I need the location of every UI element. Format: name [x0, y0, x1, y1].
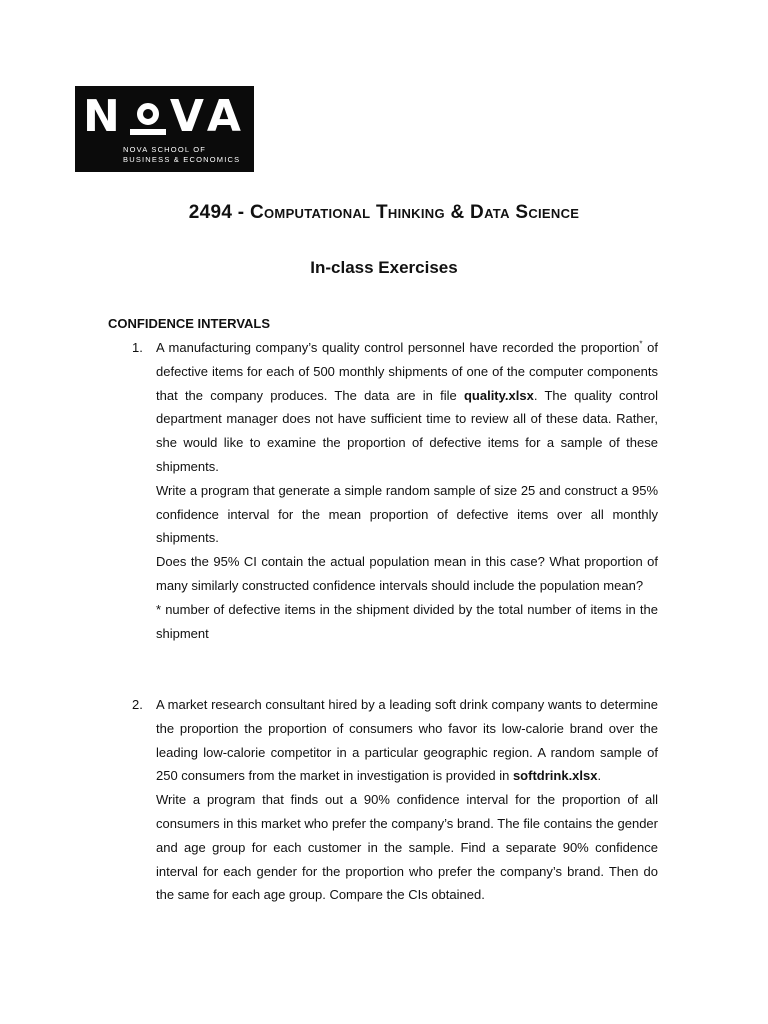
- exercise-paragraph: A market research consultant hired by a leading soft drink company wants to determine the proportion the proportion of consumers who favor its low-calorie brand over the leading low-calorie competitor in a particular geographic region. A random sample of 250 consumers from the market in investigation is provided in softdrink.xlsx.: [156, 697, 658, 784]
- exercise-1: [108, 336, 658, 645]
- exercise-2: [108, 693, 658, 907]
- exercise-paragraph: Write a program that finds out a 90% confidence interval for the proportion of all consumers in this market who prefer the company’s brand. The file contains the gender and age group for each customer in the sample. Find a separate 90% confidence interval for each gender for the proportion who prefer the company’s brand. Then do the same for each age group. Compare the CIs obtained.: [156, 792, 658, 903]
- file-name: softdrink.xlsx: [512, 768, 598, 784]
- exercise-number: 2.: [132, 697, 143, 712]
- logo-wordmark: N VA: [83, 91, 247, 142]
- page-title: 2494 - Computational Thinking & Data Science: [188, 202, 580, 223]
- footnote: * number of defective items in the shipment divided by the total number of items in the shipment: [156, 601, 658, 641]
- exercise-paragraph: Does the 95% CI contain the actual population mean in this case? What proportion of many similarly constructed confidence intervals should include the population mean?: [156, 554, 658, 593]
- exercise-paragraph: A manufacturing company’s quality control personnel have recorded the proportion* of defective items for each of 500 monthly shipments of one of the computer components that the company produces. The data are in file quality.xlsx. The quality control department manager does not have sufficient time to review all of these data. Rather, she would like to examine the proportion of defective items for a sample of these shipments.: [156, 339, 658, 474]
- exercise-paragraph: Write a program that generate a simple random sample of size 25 and construct a 95% confidence interval for the mean proportion of defective items over all monthly shipments.: [156, 482, 658, 546]
- logo-o-symbol: [128, 103, 168, 139]
- logo-subtitle: NOVA SCHOOL OF BUSINESS & ECONOMICS: [123, 145, 241, 164]
- nova-logo: [75, 86, 254, 172]
- exercise-number: 1.: [132, 340, 143, 355]
- page-subtitle: In-class Exercises: [310, 258, 458, 277]
- section-heading: CONFIDENCE INTERVALS: [108, 316, 271, 331]
- file-name: quality.xlsx: [463, 387, 534, 403]
